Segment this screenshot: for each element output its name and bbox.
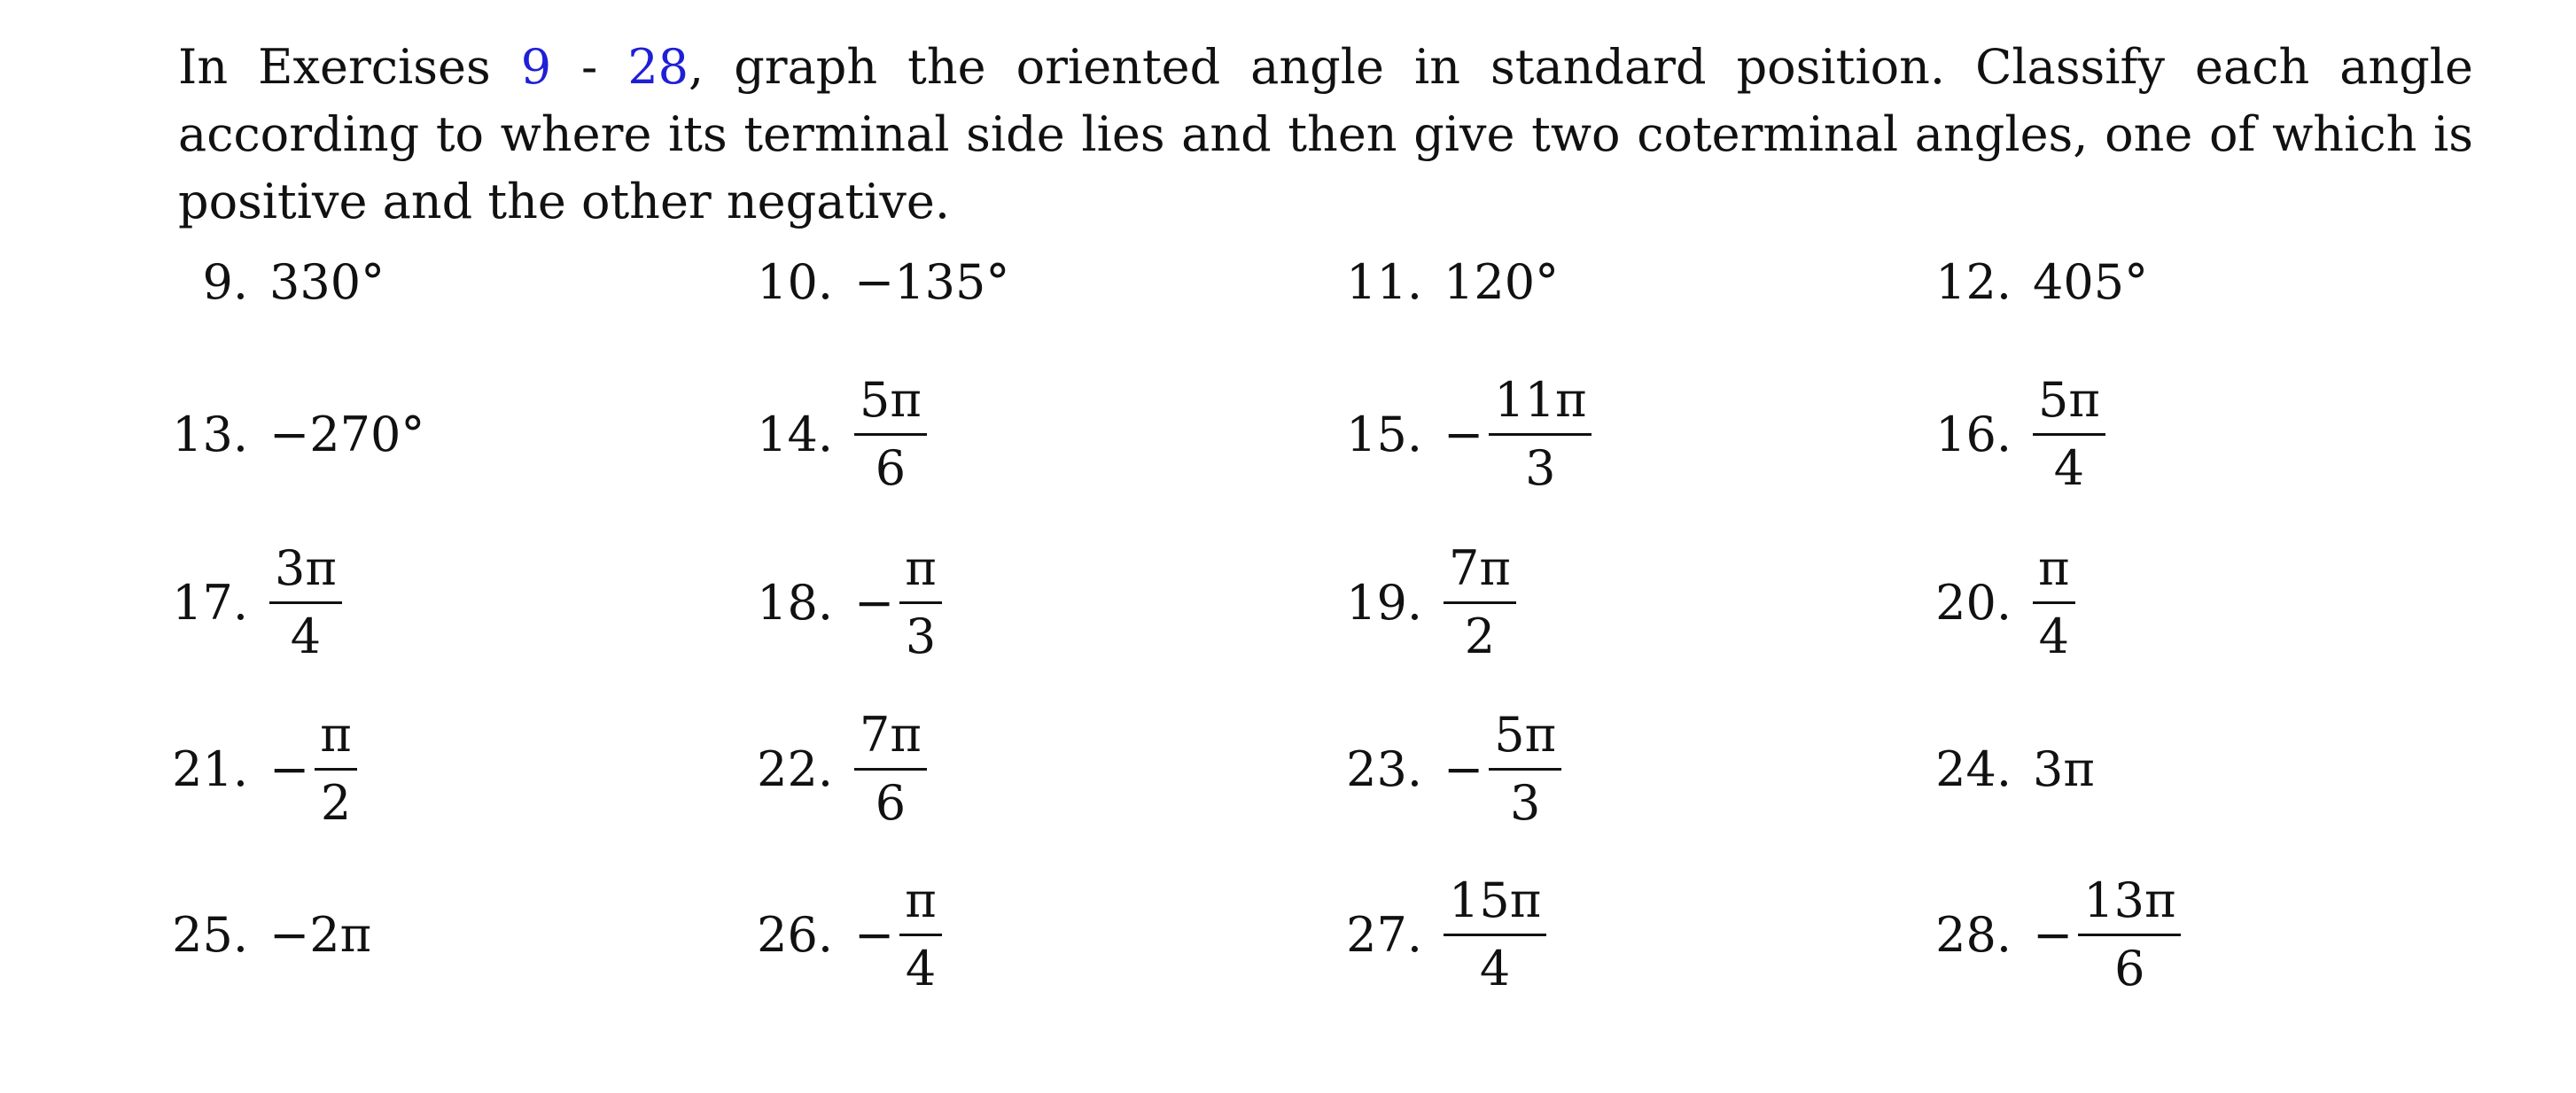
angle-value: −135°	[854, 253, 1010, 310]
exercise-angle	[1444, 371, 1592, 496]
exercise-angle	[1444, 254, 1559, 310]
exercise-angle	[2033, 872, 2181, 996]
exercise-item	[709, 868, 942, 1001]
minus-sign: −	[1444, 740, 1484, 797]
exercise-item	[1887, 702, 2095, 835]
angle-value: 405°	[2033, 253, 2149, 310]
exercise-link-start[interactable]: 9	[520, 39, 552, 95]
exercise-angle	[2033, 741, 2095, 797]
exercise-number: 25.	[172, 906, 248, 963]
exercise-item	[709, 368, 927, 500]
exercise-angle	[1444, 539, 1516, 664]
minus-sign: −	[854, 906, 895, 963]
fraction-numerator: π	[315, 711, 357, 771]
angle-value: 120°	[1444, 253, 1560, 310]
fraction	[2033, 371, 2105, 496]
exercise-angle	[2033, 371, 2105, 496]
exercise-item	[709, 702, 927, 835]
fraction-denominator: 4	[1479, 940, 1511, 996]
fraction	[854, 371, 927, 496]
exercise-item	[1887, 536, 2075, 669]
exercise-number: 26.	[757, 906, 833, 963]
exercise-angle	[854, 872, 942, 996]
exercise-item	[124, 215, 385, 348]
fraction	[315, 706, 357, 831]
exercise-number: 15.	[1346, 406, 1422, 462]
angle-value: 330°	[269, 253, 385, 310]
fraction-numerator: π	[899, 877, 942, 936]
exercise-number: 23.	[1346, 740, 1422, 797]
fraction-denominator: 3	[1510, 774, 1541, 831]
minus-sign: −	[269, 740, 310, 797]
exercise-number: 24.	[1935, 740, 2012, 797]
fraction	[899, 539, 942, 664]
exercise-item	[1887, 368, 2105, 500]
fraction-numerator: 11π	[1489, 376, 1592, 436]
fraction-denominator: 4	[290, 608, 322, 664]
exercise-angle	[1444, 706, 1561, 831]
exercise-angle	[269, 907, 371, 963]
exercise-item	[124, 368, 424, 500]
fraction	[1444, 872, 1546, 996]
fraction-denominator: 6	[2114, 940, 2145, 996]
exercise-item	[1298, 868, 1546, 1001]
angle-value: −270°	[269, 406, 425, 462]
minus-sign: −	[2033, 906, 2074, 963]
minus-sign: −	[854, 574, 895, 631]
fraction	[1489, 706, 1561, 831]
exercise-item	[1887, 868, 2181, 1001]
exercise-number: 12.	[1935, 253, 2012, 310]
fraction-numerator: 7π	[854, 711, 927, 771]
minus-sign: −	[1444, 406, 1484, 462]
exercise-item	[1298, 215, 1559, 348]
fraction-denominator: 3	[905, 608, 937, 664]
fraction-numerator: 5π	[1489, 711, 1561, 771]
exercise-angle	[269, 706, 357, 831]
exercise-number: 27.	[1346, 906, 1422, 963]
angle-value: −2π	[269, 906, 372, 963]
fraction-numerator: 7π	[1444, 545, 1516, 604]
exercise-number: 28.	[1935, 906, 2012, 963]
exercise-number: 17.	[172, 574, 248, 631]
exercise-angle	[2033, 539, 2075, 664]
fraction-denominator: 6	[875, 774, 907, 831]
fraction	[2033, 539, 2075, 664]
exercise-item	[124, 536, 342, 669]
exercise-number: 13.	[172, 406, 248, 462]
exercise-number: 16.	[1935, 406, 2012, 462]
fraction-denominator: 4	[2053, 439, 2085, 496]
exercise-angle	[854, 706, 927, 831]
fraction-denominator: 3	[1525, 439, 1556, 496]
fraction-denominator: 6	[875, 439, 907, 496]
exercise-number: 21.	[172, 740, 248, 797]
exercise-angle	[1444, 872, 1546, 996]
instructions-prefix: In Exercises	[178, 39, 521, 95]
fraction-denominator: 2	[320, 774, 352, 831]
fraction-numerator: 15π	[1444, 877, 1546, 936]
exercise-number: 18.	[757, 574, 833, 631]
exercise-angle	[854, 539, 942, 664]
fraction-numerator: 13π	[2078, 877, 2181, 936]
exercise-number: 10.	[757, 253, 833, 310]
fraction	[854, 706, 927, 831]
fraction	[2078, 872, 2181, 996]
fraction	[1444, 539, 1516, 664]
fraction-numerator: π	[899, 545, 942, 604]
exercise-angle	[854, 254, 1009, 310]
exercise-angle	[854, 371, 927, 496]
exercise-link-end[interactable]: 28	[627, 39, 689, 95]
fraction-numerator: 5π	[2033, 376, 2105, 436]
fraction	[269, 539, 342, 664]
angle-value: 3π	[2033, 740, 2095, 797]
exercise-item	[709, 536, 942, 669]
exercise-number: 22.	[757, 740, 833, 797]
fraction-denominator: 4	[905, 940, 937, 996]
exercise-angle	[2033, 254, 2148, 310]
exercise-item	[1298, 368, 1592, 500]
exercise-item	[709, 215, 1009, 348]
exercise-angle	[269, 254, 385, 310]
exercise-number: 20.	[1935, 574, 2012, 631]
exercise-item	[1298, 702, 1561, 835]
exercise-angle	[269, 407, 424, 462]
exercise-item	[1298, 536, 1516, 669]
exercise-angle	[269, 539, 342, 664]
instructions-text: , graph the oriented angle in standard position. Classify each angle according to where its terminal side lies and then give two coterminal angles, one of which is positive and the other negative.	[178, 39, 2474, 229]
fraction-denominator: 4	[2038, 608, 2069, 664]
fraction-numerator: 5π	[854, 376, 927, 436]
exercise-item	[1887, 215, 2148, 348]
fraction-denominator: 2	[1464, 608, 1496, 664]
exercise-item	[124, 868, 371, 1001]
fraction-numerator: π	[2033, 545, 2075, 604]
exercise-number: 14.	[757, 406, 833, 462]
exercise-number: 19.	[1346, 574, 1422, 631]
exercise-number: 11.	[1346, 253, 1422, 310]
fraction-numerator: 3π	[269, 545, 342, 604]
exercise-number: 9.	[202, 253, 248, 310]
instructions-dash: -	[551, 39, 628, 95]
fraction	[899, 872, 942, 996]
fraction	[1489, 371, 1592, 496]
exercise-item	[124, 702, 357, 835]
